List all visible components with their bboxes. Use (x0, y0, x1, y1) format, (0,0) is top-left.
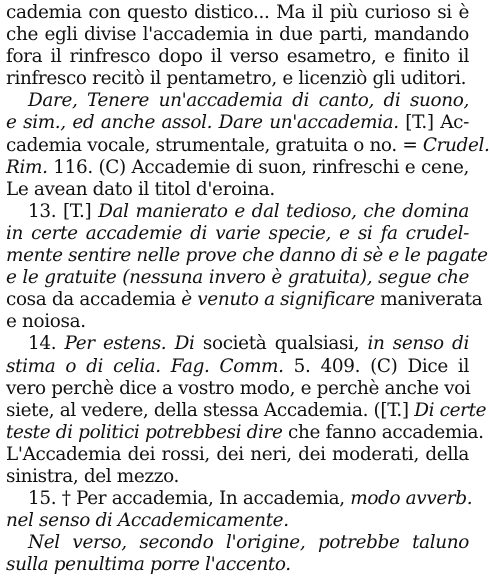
italic-text-segment: teste di politici potrebbesi dire (6, 421, 283, 443)
text-line (6, 466, 469, 488)
text-segment: L'Accademia dei rossi, dei neri, dei moderati, della (6, 443, 469, 465)
text-line (6, 90, 469, 112)
italic-text-segment: Per estens. Di (64, 333, 195, 355)
text-segment: 5. 409. (C) Dice il (283, 355, 469, 377)
dictionary-page-text (6, 2, 490, 576)
italic-text-segment: in senso di (367, 333, 469, 355)
text-line (6, 356, 469, 378)
text-line (6, 24, 469, 46)
text-line (6, 201, 469, 223)
text-line (6, 488, 473, 510)
text-line (6, 333, 469, 355)
text-line (6, 311, 469, 333)
text-segment: rinfresco recitò il pentametro, e licenziò gli uditori. (6, 68, 467, 90)
text-segment: Le avean dato il titol d'eroina. (6, 178, 275, 200)
text-segment: 14. (28, 333, 65, 355)
italic-text-segment: e sim., ed anche assol. Dare un'accademia. (6, 112, 399, 134)
text-line (6, 46, 469, 68)
text-line (6, 532, 469, 554)
italic-text-segment: Rim. (6, 156, 48, 178)
italic-text-segment: e le gratuite (nessuna invero è gratuita), segue che (6, 267, 469, 289)
text-segment: cosa da accademia (6, 289, 182, 311)
text-line (6, 68, 469, 90)
text-line (6, 112, 469, 134)
text-segment: cademia vocale, strumentale, gratuita o no. = (6, 134, 423, 156)
italic-text-segment: mente sentire nelle prove che danno di sè e le pagate (6, 245, 488, 267)
text-segment: 13. [T.] (28, 200, 99, 222)
italic-text-segment: Di certe (414, 399, 487, 421)
text-segment: che egli divise l'accademia in due parti, mandando (6, 24, 469, 46)
italic-text-segment: sulla penultima porre l'accento. (6, 554, 291, 576)
italic-text-segment: nel senso di Accademicamente. (6, 510, 289, 532)
text-line (6, 444, 469, 466)
text-segment: vero perchè dice a vostro modo, e perchè anche voi (6, 377, 471, 399)
text-line (6, 399, 487, 422)
text-line (6, 2, 469, 24)
text-line (6, 421, 484, 444)
italic-text-segment: Nel verso, secondo l'origine, potrebbe taluno (28, 532, 469, 554)
italic-text-segment: stima o di celia. Fag. Comm. (6, 355, 284, 377)
text-line (6, 289, 483, 311)
text-segment: che fanno accademia. (282, 421, 484, 443)
text-line (6, 245, 488, 267)
text-segment: sinistra, del mezzo. (6, 465, 180, 487)
text-line (6, 179, 469, 201)
italic-text-segment: Dare, Tenere un'accademia di canto, di suono, (28, 90, 469, 112)
text-line (6, 378, 469, 400)
text-segment: 116. (C) Accademie di suon, rinfreschi e cene, (47, 156, 469, 178)
text-segment: 15. † Per accademia, In accademia, (28, 488, 351, 510)
text-line (6, 223, 469, 245)
text-line (6, 134, 490, 157)
italic-text-segment: Dal manierato e dal tedioso, che domina (98, 200, 470, 222)
italic-text-segment: è venuto a significare (181, 289, 375, 311)
text-segment: cademia con questo distico... Ma il più curioso si è (6, 2, 469, 23)
text-line (6, 510, 469, 532)
text-line (6, 554, 469, 576)
text-segment: società qualsiasi, (194, 333, 368, 355)
text-segment: [T.] Ac- (398, 112, 469, 134)
italic-text-segment: Crudel. (422, 134, 490, 156)
text-line (6, 157, 469, 179)
text-segment: siete, al vedere, della stessa Accademia. ([T.] (6, 399, 415, 421)
text-segment: e noiosa. (6, 311, 86, 333)
text-segment: maniverata (374, 289, 483, 311)
text-segment: fora il rinfresco dopo il verso esametro, e finito il (6, 46, 469, 68)
text-line (6, 267, 469, 289)
italic-text-segment: modo avverb. (350, 488, 473, 510)
italic-text-segment: in certe accademie di varie specie, e si fa crudel- (6, 222, 469, 244)
